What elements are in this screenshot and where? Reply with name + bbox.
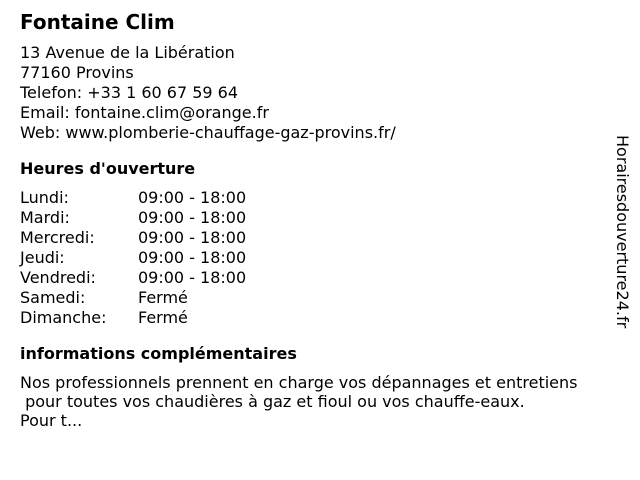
email-line: Email: fontaine.clim@orange.fr [20,103,269,122]
hours-day: Mardi: [20,208,70,227]
info-line: Pour t... [20,411,83,430]
phone-line: Telefon: +33 1 60 67 59 64 [20,83,239,102]
address-city: 77160 Provins [20,63,134,82]
hours-day: Vendredi: [20,268,96,287]
hours-row-mercredi [20,228,620,248]
brand-text: Horairesdouverture24.fr [613,135,632,329]
business-name: Fontaine Clim [20,10,175,34]
hours-time: 09:00 - 18:00 [138,248,247,267]
hours-day: Mercredi: [20,228,95,247]
hours-day: Dimanche: [20,308,107,327]
web-line: Web: www.plomberie-chauffage-gaz-provins.fr/ [20,123,396,142]
hours-row-dimanche [20,308,620,328]
hours-day: Jeudi: [20,248,65,267]
hours-day: Samedi: [20,288,86,307]
vertical-brand-watermark [612,135,632,345]
info-heading: informations complémentaires [20,344,297,363]
hours-row-jeudi [20,248,620,268]
hours-time: 09:00 - 18:00 [138,228,247,247]
hours-row-lundi [20,188,620,208]
info-line: Nos professionnels prennent en charge vos dépannages et entretiens [20,373,578,392]
address-street: 13 Avenue de la Libération [20,43,235,62]
info-line: pour toutes vos chaudières à gaz et fioul ou vos chauffe-eaux. [20,392,525,411]
hours-table [20,188,620,328]
hours-row-samedi [20,288,620,308]
hours-row-mardi [20,208,620,228]
hours-time: Fermé [138,308,188,327]
hours-row-vendredi [20,268,620,288]
business-card [20,10,620,430]
hours-day: Lundi: [20,188,69,207]
hours-time: 09:00 - 18:00 [138,268,247,287]
hours-time: 09:00 - 18:00 [138,188,247,207]
hours-time: 09:00 - 18:00 [138,208,247,227]
hours-heading: Heures d'ouverture [20,159,196,178]
hours-time: Fermé [138,288,188,307]
